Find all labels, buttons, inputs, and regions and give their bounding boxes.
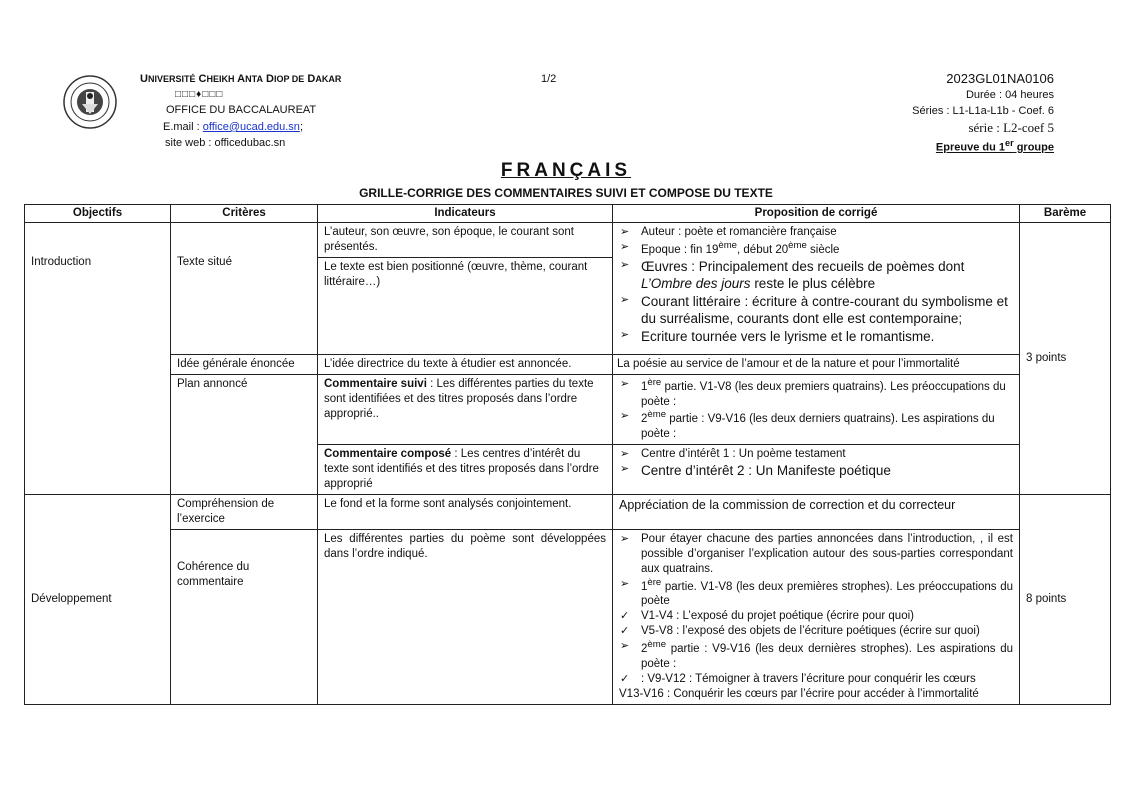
list-item: V13-V16 : Conquérir les cœurs par l’écrire pour accéder à l’immortalité (619, 687, 979, 700)
proposition-suivi (613, 374, 1020, 444)
list-item: ➢ 2ème partie : V9-V16 (les deux dernières strophes). Les aspirations du poète : (619, 639, 1013, 672)
university-seal-logo (62, 74, 118, 130)
header-indicateurs: Indicateurs (318, 205, 613, 223)
list-item: ➢ Centre d’intérêt 1 : Un poème testament (619, 447, 1013, 462)
indicateur-comprehension: Le fond et la forme sont analysés conjointement. (318, 494, 613, 529)
bareme-developpement: 8 points (1020, 494, 1111, 704)
list-item: ➢ Pour étayer chacune des parties annoncées dans l’introduction, , il est possible d’organiser l’explication autour des sous-parties correspondant aux quatrains. (619, 532, 1013, 577)
indicateur-coherence: Les différentes parties du poème sont développées dans l’ordre indiqué. (318, 529, 613, 704)
indicateur-auteur: L’auteur, son œuvre, son époque, le courant sont présentés. (318, 222, 613, 257)
list-item: ➢ 1ère partie. V1-V8 (les deux premières strophes). Les préoccupations du poète (619, 577, 1013, 610)
proposition-coherence (613, 529, 1020, 704)
critere-comprehension: Compréhension de l’exercice (171, 494, 318, 529)
critere-texte-situe: Texte situé (171, 222, 318, 354)
list-item: ✓ V5-V8 : l’exposé des objets de l’écriture poétiques (écrire sur quoi) (619, 624, 1013, 639)
list-item: ➢ Courant littéraire : écriture à contre-courant du symbolisme et du surréalisme, courants dont elle est contemporaine; (619, 293, 1013, 328)
proposition-texte-situe (613, 222, 1020, 354)
proposition-idee: La poésie au service de l’amour et de la nature et pour l’immortalité (613, 354, 1020, 374)
header-objectifs: Objectifs (25, 205, 171, 223)
indicateur-compose: Commentaire composé : Les centres d’intérêt du texte sont identifiés et des titres proposés dans l’ordre approprié (318, 445, 613, 495)
table-row (25, 374, 1111, 444)
table-row (25, 354, 1111, 374)
list-item: ➢ Œuvres : Principalement des recueils de poèmes dont L’Ombre des jours reste le plus célèbre (619, 258, 1013, 293)
critere-idee-generale: Idée générale énoncée (171, 354, 318, 374)
email-link[interactable]: office@ucad.edu.sn (202, 121, 300, 133)
header-proposition: Proposition de corrigé (613, 205, 1020, 223)
proposition-compose (613, 445, 1020, 495)
proposition-comprehension: Appréciation de la commission de correction et du correcteur (613, 494, 1020, 529)
indicateur-suivi: Commentaire suivi : Les différentes parties du texte sont identifiées et des titres proposés dans l’ordre approprié.. (318, 374, 613, 444)
header-criteres: Critères (171, 205, 318, 223)
table-header-row (25, 205, 1111, 223)
list-item: ➢ 2ème partie : V9-V16 (les deux derniers quatrains). Les aspirations du poète : (619, 409, 1013, 442)
header-bareme: Barème (1020, 205, 1111, 223)
page-subtitle: GRILLE-CORRIGE DES COMMENTAIRES SUIVI ET COMPOSE DU TEXTE (359, 186, 773, 200)
exam-duration: Durée : 04 heures (965, 89, 1054, 101)
list-item: ➢ Ecriture tournée vers le lyrisme et le romantisme. (619, 328, 1013, 346)
email-line: E.mail : office@ucad.edu.sn; (163, 121, 303, 133)
list-item: ➢ Epoque : fin 19ème, début 20ème siècle (619, 240, 1013, 258)
website-line: site web : officedubac.sn (165, 137, 286, 149)
correction-grid-table (24, 204, 1111, 705)
indicateur-position: Le texte est bien positionné (œuvre, thème, courant littéraire…) (318, 257, 613, 354)
page-title: FRANÇAIS (500, 160, 632, 181)
table-row (25, 494, 1111, 529)
list-item: ➢ Centre d’intérêt 2 : Un Manifeste poétique (619, 462, 1013, 480)
list-item: ✓ : V9-V12 : Témoigner à travers l’écriture pour conquérir les cœurs (619, 672, 1013, 687)
office-name: OFFICE DU BACCALAUREAT (166, 104, 317, 116)
objectif-developpement: Développement (25, 494, 171, 704)
page-number: 1/2 (541, 73, 557, 85)
list-item: ✓ V1-V4 : L’exposé du projet poétique (écrire pour quoi) (619, 609, 1013, 624)
critere-plan: Plan annoncé (171, 374, 318, 494)
exam-series-l2: série : L2-coef 5 (968, 120, 1054, 135)
university-name: UNIVERSITÉ CHEIKH ANTA DIOP DE DAKAR (140, 73, 342, 85)
table-row (25, 222, 1111, 257)
objectif-introduction: Introduction (25, 222, 171, 494)
list-item: ➢ 1ère partie. V1-V8 (les deux premiers quatrains). Les préoccupations du poète : (619, 377, 1013, 410)
decorative-symbols: □□□♦□□□ (175, 89, 224, 100)
critere-coherence: Cohérence du commentaire (171, 529, 318, 704)
bareme-introduction: 3 points (1020, 222, 1111, 494)
list-item: ➢ Auteur : poète et romancière française (619, 225, 1013, 240)
exam-code: 2023GL01NA0106 (946, 71, 1054, 86)
exam-series: Séries : L1-L1a-L1b - Coef. 6 (912, 105, 1054, 117)
table-row (25, 529, 1111, 704)
indicateur-idee: L’idée directrice du texte à étudier est annoncée. (318, 354, 613, 374)
exam-group: Epreuve du 1er groupe (935, 138, 1054, 154)
